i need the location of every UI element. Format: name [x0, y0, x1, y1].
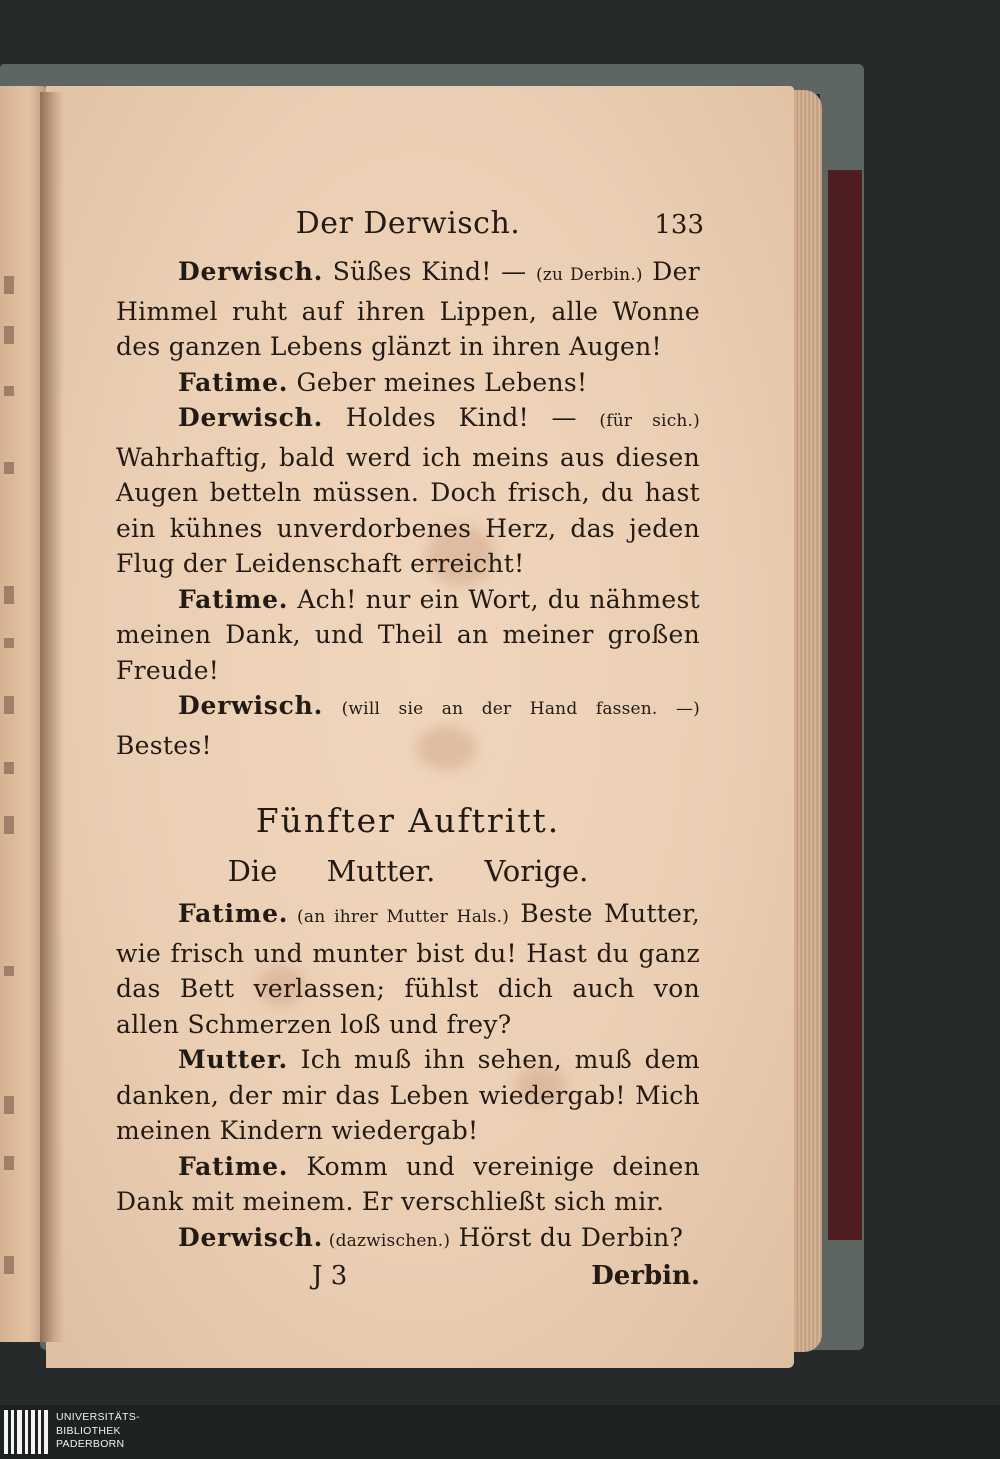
speaker-name: Fatime.: [178, 1151, 289, 1181]
catchword: Derbin.: [591, 1261, 700, 1291]
page-footer: [116, 1261, 700, 1305]
running-title: Der Derwisch.: [295, 206, 521, 241]
library-logo-line: BIBLIOTHEK: [56, 1424, 121, 1437]
stage-direction: (will sie an der Hand fassen. —): [323, 699, 700, 719]
book-page: [46, 86, 794, 1368]
speaker-name: Derwisch.: [178, 1222, 324, 1252]
library-logo-bar: [0, 1405, 1000, 1459]
stage-direction: (für sich.): [599, 411, 700, 431]
speaker-name: Derwisch.: [178, 691, 324, 720]
dialogue-paragraph: [116, 896, 700, 1042]
dialogue-bottom: [116, 896, 700, 1259]
speaker-name: Derwisch.: [178, 257, 324, 286]
dialogue-paragraph: [116, 688, 700, 763]
speech-text: Beste Mutter, wie frisch und munter bist du! Hast du ganz das Bett verlassen; fühlst dich auch von allen Schmerzen loß und frey?: [116, 899, 700, 1039]
book-gutter: [40, 92, 64, 1342]
speech-text: Geber meines Lebens!: [288, 367, 588, 397]
dialogue-paragraph: [116, 1042, 700, 1149]
dialogue-paragraph: [116, 582, 700, 689]
library-logo-text: [56, 1411, 140, 1452]
speaker-name: Fatime.: [178, 899, 289, 928]
speech-text: Ich muß ihn sehen, muß dem danken, der mir das Leben wiedergab! Mich meinen Kindern wiedergab!: [116, 1045, 700, 1145]
speech-text: Ach! nur ein Wort, du nähmest meinen Dank, und Theil an meiner großen Freude!: [116, 584, 700, 685]
speaker-name: Mutter.: [178, 1045, 289, 1074]
facing-page-text-fragments: [0, 86, 40, 1342]
stage-direction: (an ihrer Mutter Hals.): [288, 907, 510, 927]
library-logo-line: UNIVERSITÄTS-: [56, 1411, 140, 1423]
scene-heading: Fünfter Auftritt.: [255, 801, 561, 840]
speaker-name: Fatime.: [178, 367, 289, 397]
speech-text: Holdes Kind! —: [323, 403, 600, 432]
speaker-name: Derwisch.: [178, 403, 324, 432]
signature-mark: J 3: [312, 1261, 348, 1291]
stage-direction: (zu Derbin.): [536, 265, 643, 285]
book-cover-leather: [828, 170, 862, 1240]
speech-text: Bestes!: [116, 730, 212, 760]
speech-text: Komm und vereinige deinen Dank mit meinem. Er verschließt sich mir.: [116, 1151, 700, 1216]
library-logo-line: PADERBORN: [56, 1438, 125, 1450]
dialogue-paragraph: [116, 254, 700, 365]
speech-text: Süßes Kind! —: [323, 257, 536, 286]
dialogue-paragraph: [116, 1220, 700, 1260]
speech-text: Wahrhaftig, bald werd ich meins aus diesen Augen betteln müssen. Doch frisch, du hast ein kühnes unverdorbenes Herz, das jeden Flug der Leidenschaft erreicht!: [116, 442, 700, 578]
speaker-name: Fatime.: [178, 584, 289, 614]
dialogue-top: [116, 254, 700, 763]
dialogue-paragraph: [116, 1149, 700, 1220]
dialogue-paragraph: [116, 365, 700, 401]
scene-persons: Die Mutter. Vorige.: [227, 854, 589, 888]
page-header: [116, 206, 704, 254]
speech-text: Hörst du Derbin?: [450, 1222, 684, 1252]
page-number: 133: [654, 210, 704, 240]
library-logo-icon: [4, 1410, 48, 1454]
speech-text: Der Himmel ruht auf ihren Lippen, alle Wonne des ganzen Lebens glänzt in ihren Augen!: [116, 257, 700, 361]
page-text: [116, 206, 704, 1305]
dialogue-paragraph: [116, 400, 700, 582]
stage-direction: (dazwischen.): [323, 1230, 451, 1251]
